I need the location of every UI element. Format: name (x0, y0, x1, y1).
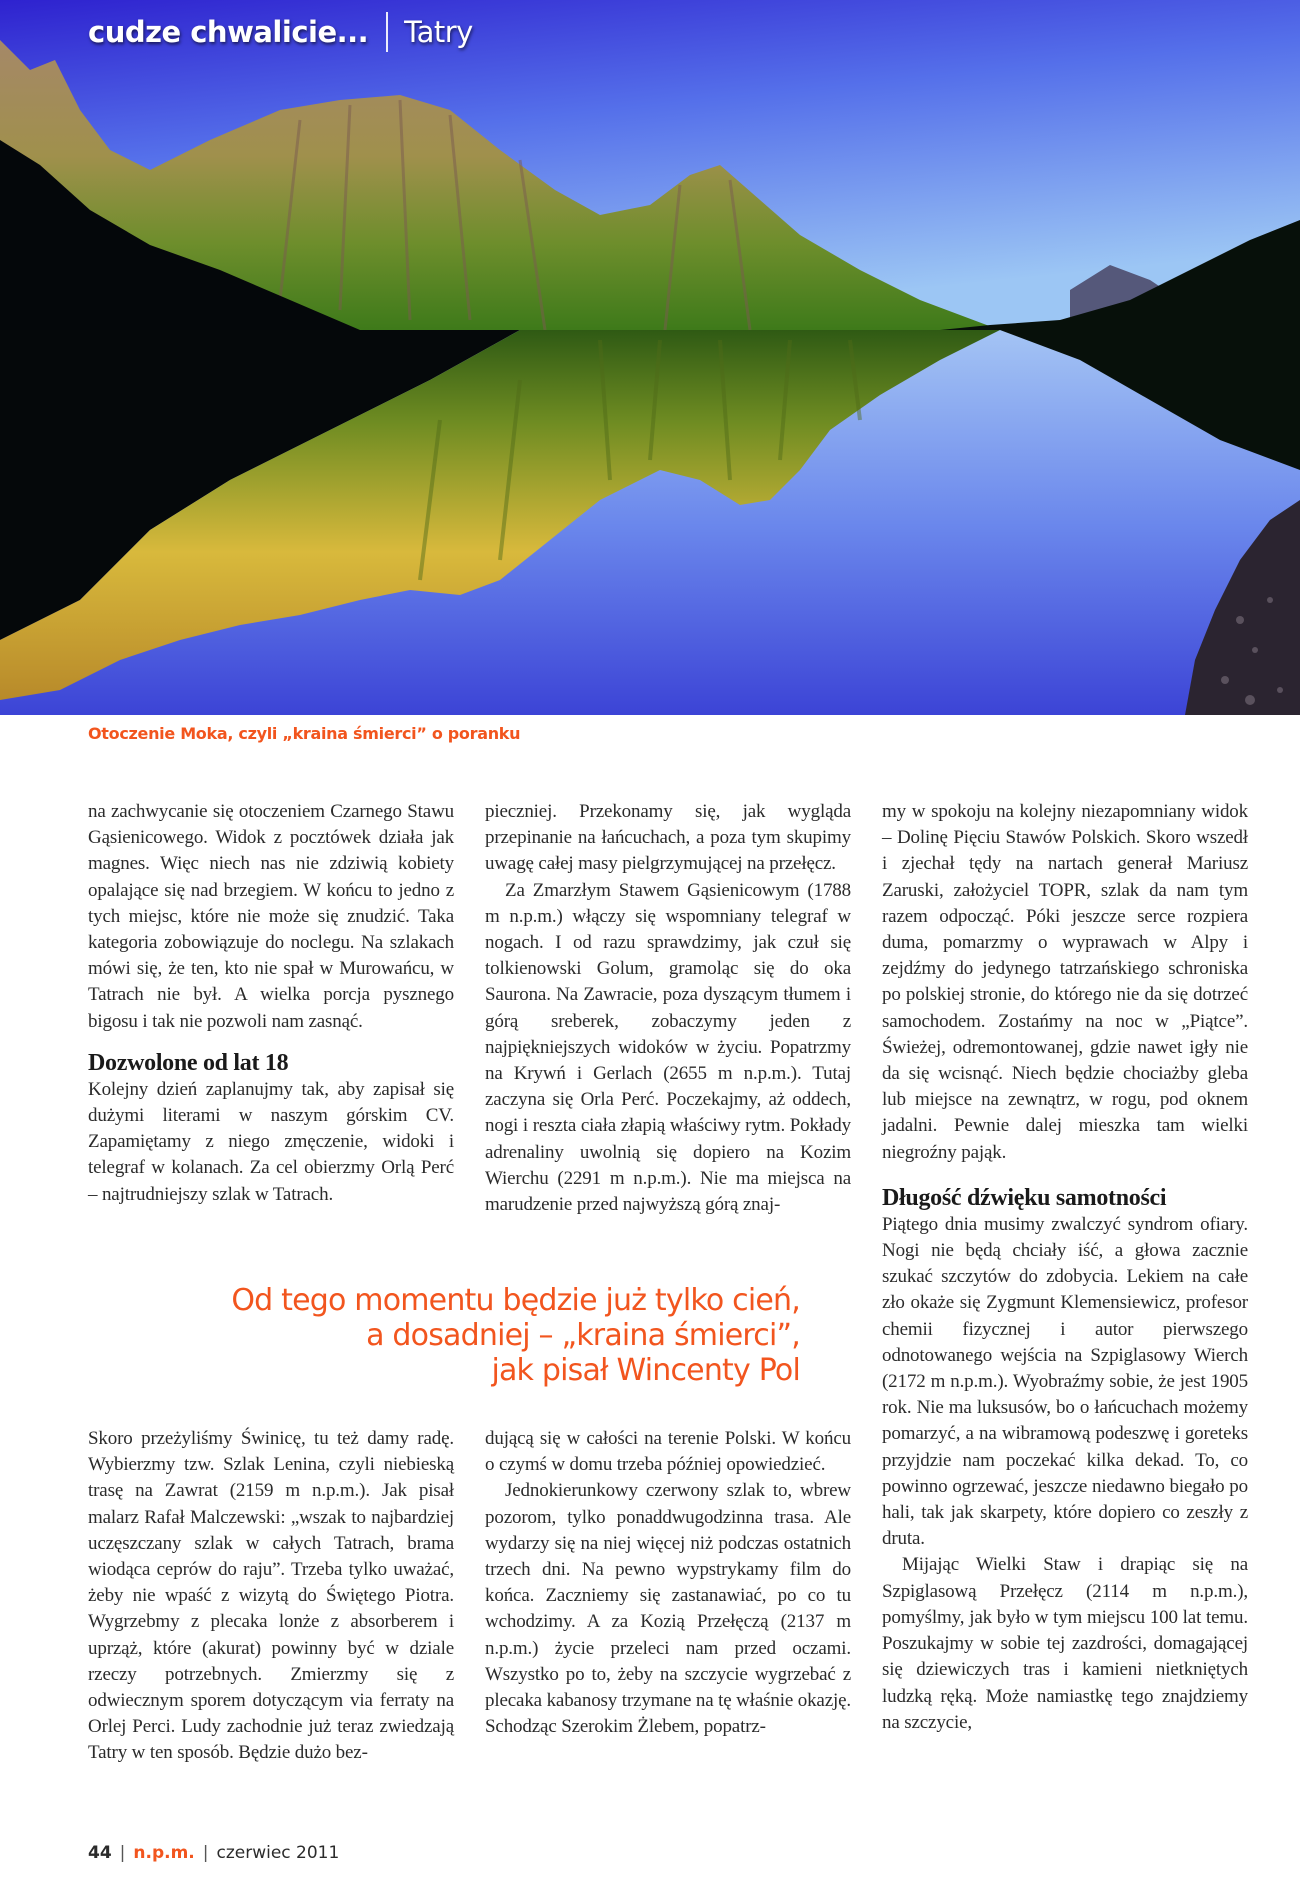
lake-reflection (0, 0, 1300, 715)
issue-date: czerwiec 2011 (216, 1843, 340, 1863)
column-2-top (485, 799, 851, 1218)
pull-quote-line: jak pisał Wincenty Pol (491, 1353, 800, 1388)
paragraph: my w spokoju na kolejny niezapomniany widok – Dolinę Pięciu Stawów Polskich. Skoro wszedł i zjechał tędy na nartach generał Mariusz Zaruski, założyciel TOPR, szlak da nam tym razem odpocząć. Póki jeszcze serce rozpiera duma, pomarzmy o wyprawach w Alpy i zejdźmy do jedynego tatrzańskiego schroniska po polskiej stronie, do którego nie da się dotrzeć samochodem. Zostańmy na noc w „Piątce”. Świeżej, odremontowanej, gdzie nawet igły nie da się wcisnąć. Niech będzie chociażby gleba lub miejsce na zewnątrz, w rogu, pod oknem jadalni. Pewnie dalej mieszka tam wielki niegroźny pająk. (882, 801, 1248, 1163)
section-subtitle: Tatry (404, 15, 473, 49)
section-title: cudze chwalicie... (88, 15, 369, 49)
paragraph: Kolejny dzień zaplanujmy tak, aby zapisał się dużymi literami w naszym górskim CV. Zapamiętamy z niego zmęczenie, widoki i telegraf w kolanach. Za cel obierzmy Orlą Perć – najtrudniejszy szlak w Tatrach. (88, 1078, 454, 1205)
column-3 (882, 799, 1248, 1736)
page-footer (88, 1843, 339, 1863)
footer-separator: | (119, 1843, 126, 1863)
pull-quote (160, 1283, 800, 1388)
column-1-top (88, 799, 454, 1208)
photo-caption: Otoczenie Moka, czyli „kraina śmierci” o poranku (88, 724, 521, 743)
section-kicker (88, 12, 473, 52)
paragraph: pieczniej. Przekonamy się, jak wygląda przepinanie na łańcuchach, a poza tym skupimy uwagę całej masy pielgrzymującej na przełęcz. (485, 801, 851, 875)
paragraph: Piątego dnia musimy zwalczyć syndrom ofiary. Nogi nie będą chciały iść, a głowa zacznie szukać szczytów do zdobycia. Lekiem na całe zło okaże się Zygmunt Klemensiewicz, profesor chemii fizycznej i autor pierwszego odnotowanego wejścia na Szpiglasowy Wierch (2172 m n.p.m.). Wyobraźmy sobie, że jest 1905 rok. Nie ma luksusów, bo o łańcuchach możemy pomarzyć, a na wibramową podeszwę i goreteks przyjdzie nam poczekać kilka dekad. To, co powinno ogrzewać, jeszcze niedawno biegało po hali, tak jak skarpety, które dopiero co zeszły z druta. (882, 1213, 1248, 1550)
pull-quote-line: Od tego momentu będzie już tylko cień, (231, 1283, 800, 1318)
footer-separator: | (202, 1843, 209, 1863)
paragraph: Skoro przeżyliśmy Świnicę, tu też damy radę. Wybierzmy tzw. Szlak Lenina, czyli niebieską trasę na Zawrat (2159 m n.p.m.). Jak pisał malarz Rafał Malczewski: „wszak to najbardziej uczęszczany szlak w całych Tatrach, brama wiodąca ceprów do raju”. Trzeba tylko uważać, żeby nie wpaść z wizytą do Świętego Piotra. Wygrzebmy z plecaka lonże z absorberem i uprząż, które (akurat) powinny być w dziale rzeczy potrzebnych. Zmierzmy się z odwiecznym sporem dotyczącym via ferraty na Orlej Perci. Ludy zachodnie już teraz zwiedzają Tatry w ten sposób. Będzie dużo bez- (88, 1428, 454, 1764)
paragraph: dującą się w całości na terenie Polski. W końcu o czymś w domu trzeba później opowiedzieć. (485, 1428, 851, 1476)
lake-reflection-art (0, 0, 1300, 715)
section-heading-dozwolone: Dozwolone od lat 18 (88, 1049, 289, 1076)
paragraph: Mijając Wielki Staw i drapiąc się na Szpiglasową Przełęcz (2114 m n.p.m.), pomyślmy, jak było w tym miejscu 100 lat temu. Poszukajmy w sobie tej zazdrości, domagającej się dziewiczych tras i kamieni nietkniętych ludzką ręką. Może namiastkę tego znajdziemy na szczycie, (882, 1554, 1248, 1733)
paragraph: na zachwycanie się otoczeniem Czarnego Stawu Gąsienicowego. Widok z pocztówek działa jak magnes. Więc niech nas nie zdziwią kobiety opalające się nad brzegiem. W końcu to jedno z tych miejsc, które nie może się znudzić. Taka kategoria zobowiązuje do noclegu. Na szlakach mówi się, że ten, kto nie spał w Murowańcu, w Tatrach nie był. A wielka porcja pysznego bigosu i tak nie pozwoli nam zasnąć. (88, 801, 454, 1032)
column-2-bottom (485, 1426, 851, 1740)
paragraph: Jednokierunkowy czerwony szlak to, wbrew pozorom, tylko ponaddwugodzinna trasa. Ale wydarzy się na niej więcej niż podczas ostatnich trzech dni. Na pewno wypstrykamy film do końca. Zaczniemy się zastanawiać, po co tu wchodzimy. A za Kozią Przełęczą (2137 m n.p.m.) życie przeleci nam przed oczami. Wszystko po to, żeby na szczycie wygrzebać z plecaka kabanosy trzymane na tę właśnie okazję. Schodząc Szerokim Żlebem, popatrz- (485, 1480, 851, 1738)
pull-quote-line: a dosadniej – „kraina śmierci”, (366, 1318, 800, 1353)
section-heading-dlugosc: Długość dźwięku samotności (882, 1184, 1167, 1211)
page-number: 44 (88, 1843, 112, 1863)
paragraph: Za Zmarzłym Stawem Gąsienicowym (1788 m n.p.m.) włączy się wspomniany telegraf w nogach. I od razu sprawdzimy, jak czuł się tolkienowski Golum, gramoląc się do oka Saurona. Na Zawracie, poza dyszącym tłumem i górą sreberek, zobaczymy jeden z najpiękniejszych widoków w życiu. Popatrzmy na Krywń i Gerlach (2655 m n.p.m.). Tutaj zaczyna się Orla Perć. Poczekajmy, aż oddech, nogi i reszta ciała złapią właściwy rytm. Pokłady adrenaliny uwolnią się dopiero na Kozim Wierchu (2291 m n.p.m.). Nie ma miejsca na marudzenie przed najwyższą górą znaj- (485, 879, 851, 1216)
magazine-brand: n.p.m. (133, 1843, 195, 1863)
column-1-bottom (88, 1426, 454, 1767)
kicker-divider (386, 12, 388, 52)
